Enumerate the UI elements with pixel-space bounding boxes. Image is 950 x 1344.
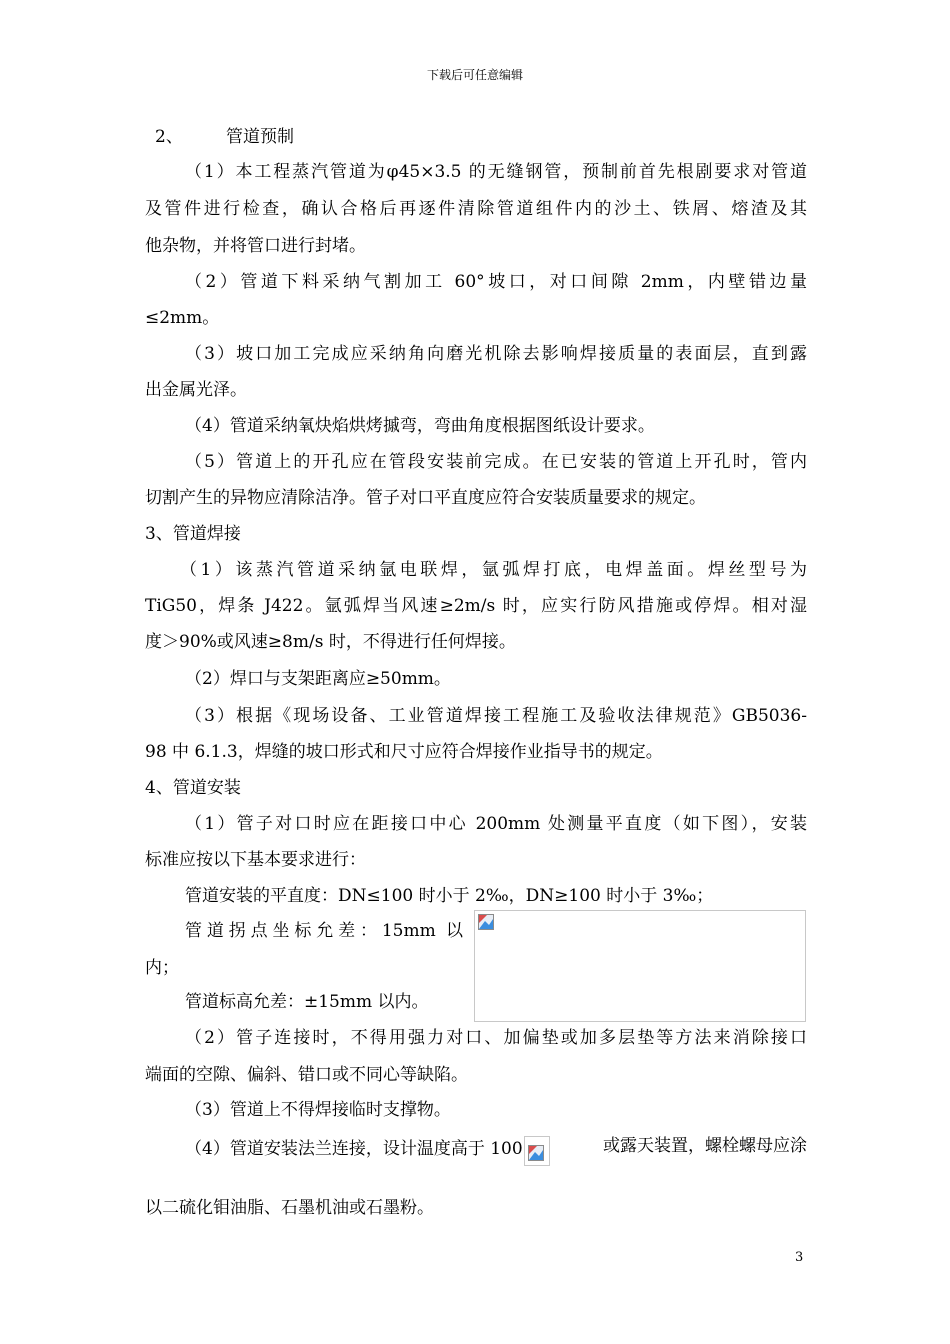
section-heading-welding: 3、管道焊接 xyxy=(145,524,241,544)
broken-image-icon xyxy=(478,914,494,930)
paragraph-line: （2）焊口与支架距离应≥50mm。 xyxy=(185,669,451,689)
paragraph-line: （2）管子连接时，不得用强力对口、加偏垫或加多层垫等方法来消除接口 xyxy=(185,1028,807,1048)
section-heading-installation: 4、管道安装 xyxy=(145,778,241,798)
paragraph-line: 端面的空隙、偏斜、错口或不同心等缺陷。 xyxy=(145,1065,468,1085)
paragraph-line: 98 中 6.1.3，焊缝的坡口形式和尺寸应符合焊接作业指导书的规定。 xyxy=(145,742,663,762)
paragraph-line: ≤2mm。 xyxy=(145,308,220,328)
paragraph-line: （3）坡口加工完成应采纳角向磨光机除去影响焊接质量的表面层，直到露 xyxy=(185,344,807,364)
paragraph-line: （5）管道上的开孔应在管段安装前完成。在已安装的管道上开孔时，管内 xyxy=(185,452,807,472)
figure-image-placeholder xyxy=(474,910,806,1022)
paragraph-line: （1）本工程蒸汽管道为φ45×3.5 的无缝钢管，预制前首先根剧要求对管道 xyxy=(185,162,807,182)
paragraph-line: （1）该蒸汽管道采纳氩电联焊，氩弧焊打底，电焊盖面。焊丝型号为 xyxy=(180,560,807,580)
paragraph-line: 及管件进行检查，确认合格后再逐件清除管道组件内的沙土、铁屑、熔渣及其 xyxy=(145,199,807,219)
paragraph-line: （3）管道上不得焊接临时支撑物。 xyxy=(185,1100,451,1120)
broken-image-icon xyxy=(528,1145,544,1161)
paragraph-line: 标准应按以下基本要求进行： xyxy=(145,850,366,870)
paragraph-line: （1）管子对口时应在距接口中心 200mm 处测量平直度（如下图），安装 xyxy=(185,814,807,834)
paragraph-text: （4）管道安装法兰连接，设计温度高于 100 xyxy=(185,1139,523,1159)
paragraph-line: （2）管道下料采纳气割加工 60°坡口，对口间隙 2mm，内壁错边量 xyxy=(185,272,807,292)
paragraph-line xyxy=(145,1136,807,1166)
paragraph-line: TiG50，焊条 J422。氩弧焊当风速≥2m/s 时，应实行防风措施或停焊。相对湿 xyxy=(145,596,807,616)
paragraph-line: 切割产生的异物应清除洁净。管子对口平直度应符合安装质量要求的规定。 xyxy=(145,488,706,508)
paragraph-line: （4）管道采纳氧炔焰烘烤摵弯，弯曲角度根据图纸设计要求。 xyxy=(185,416,655,436)
paragraph-line: 管道拐点坐标允差：15mm 以 xyxy=(185,921,463,941)
paragraph-line: 内； xyxy=(145,958,179,978)
page-number: 3 xyxy=(795,1250,804,1265)
section-heading-prefabrication: 2、 管道预制 xyxy=(155,127,295,147)
paragraph-line: 度＞90%或风速≥8m/s 时，不得进行任何焊接。 xyxy=(145,632,516,652)
paragraph-text: 或露天装置，螺栓螺母应涂 xyxy=(603,1136,807,1156)
paragraph-line: 管道标高允差：±15mm 以内。 xyxy=(185,992,429,1012)
paragraph-line: 管道安装的平直度：DN≤100 时小于 2‰，DN≥100 时小于 3‰； xyxy=(185,886,714,906)
paragraph-line: 他杂物，并将管口进行封堵。 xyxy=(145,236,366,256)
paragraph-line: （3）根据《现场设备、工业管道焊接工程施工及验收法律规范》GB5036- xyxy=(185,706,807,726)
paragraph-line: 出金属光泽。 xyxy=(145,380,247,400)
paragraph-line: 以二硫化钼油脂、石墨机油或石墨粉。 xyxy=(145,1198,434,1218)
page-header: 下载后可任意编辑 xyxy=(426,68,523,82)
inline-image-placeholder xyxy=(524,1136,550,1166)
